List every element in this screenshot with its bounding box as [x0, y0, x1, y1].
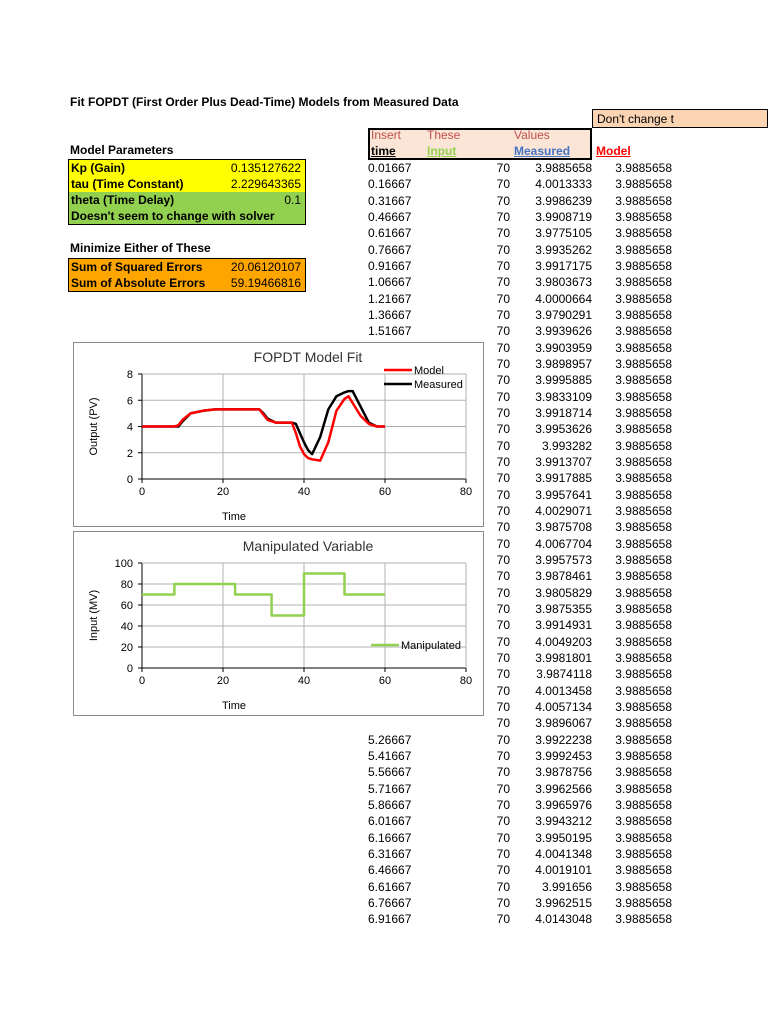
- model-cell[interactable]: 3.9885658: [615, 830, 672, 845]
- model-cell[interactable]: 3.9885658: [615, 814, 672, 829]
- model-cell[interactable]: 3.9885658: [615, 242, 672, 257]
- header-time: time: [371, 144, 396, 158]
- measured-cell[interactable]: 3.9962515: [535, 895, 592, 910]
- measured-cell[interactable]: 4.0067704: [535, 536, 592, 551]
- measured-cell[interactable]: 3.9922238: [535, 732, 592, 747]
- table-row: [368, 307, 672, 323]
- measured-cell[interactable]: 4.0049203: [535, 634, 592, 649]
- table-row: [368, 258, 672, 274]
- header-insert: Insert: [371, 128, 402, 142]
- table-row: [368, 780, 672, 796]
- minimize-heading: Minimize Either of These: [70, 241, 211, 255]
- theta-row[interactable]: [69, 192, 305, 208]
- measured-cell[interactable]: 3.9833109: [535, 389, 592, 404]
- measured-cell[interactable]: 3.9935262: [535, 242, 592, 257]
- input-cell[interactable]: 70: [496, 504, 510, 519]
- input-cell[interactable]: 70: [496, 651, 510, 665]
- model-cell[interactable]: 3.9885658: [615, 324, 672, 339]
- model-cell[interactable]: 3.9885658: [615, 716, 672, 731]
- input-cell[interactable]: 70: [496, 536, 510, 551]
- model-cell[interactable]: 3.9885658: [615, 438, 672, 453]
- input-cell[interactable]: 70: [496, 389, 510, 404]
- time-cell[interactable]: 6.76667: [368, 895, 412, 910]
- measured-cell[interactable]: 3.9878756: [535, 765, 592, 780]
- sse-label: Sum of Squared Errors: [71, 260, 203, 274]
- model-cell[interactable]: 3.9885658: [615, 846, 672, 861]
- header-measured: Measured: [514, 144, 571, 158]
- mv-chart: [73, 531, 484, 716]
- measured-cell[interactable]: 3.9917885: [535, 471, 592, 486]
- y-tick-label: 20: [120, 642, 133, 654]
- measured-cell[interactable]: 3.9903959: [535, 340, 592, 355]
- measured-cell[interactable]: 3.9939626: [535, 324, 592, 339]
- x-tick-label: 0: [138, 486, 146, 498]
- x-tick-label: 0: [138, 675, 146, 687]
- model-cell[interactable]: 3.9885658: [615, 422, 672, 437]
- measured-cell[interactable]: 4.0019101: [535, 863, 592, 878]
- kp-row[interactable]: [69, 160, 305, 176]
- input-cell[interactable]: 70: [496, 275, 510, 290]
- model-cell[interactable]: 3.9885658: [615, 226, 672, 241]
- model-params-box: [68, 159, 306, 225]
- y-tick-label: 40: [120, 621, 133, 633]
- input-cell[interactable]: 70: [496, 193, 510, 208]
- measured-cell[interactable]: 4.0057134: [535, 699, 592, 714]
- input-cell[interactable]: 70: [496, 748, 510, 763]
- measured-cell[interactable]: 3.9957573: [535, 553, 592, 568]
- pv-chart: [73, 342, 484, 527]
- time-cell[interactable]: 0.01667: [368, 161, 412, 176]
- series-line-model: [142, 396, 385, 460]
- x-tick-label: 20: [216, 486, 230, 498]
- input-cell[interactable]: 70: [496, 830, 510, 845]
- chart-title: FOPDT Model Fit: [253, 349, 363, 365]
- measured-cell[interactable]: 3.9913707: [535, 455, 592, 470]
- model-cell[interactable]: 3.9885658: [615, 520, 672, 535]
- measured-cell[interactable]: 3.9986239: [535, 193, 592, 208]
- time-cell[interactable]: 5.71667: [368, 781, 412, 796]
- input-cell[interactable]: 70: [496, 357, 510, 372]
- header-input: Input: [427, 144, 457, 158]
- input-cell[interactable]: 70: [496, 471, 510, 486]
- y-axis-label: Input (MV): [88, 589, 100, 642]
- table-row: [368, 193, 672, 209]
- model-cell[interactable]: 3.9885658: [615, 406, 672, 421]
- model-cell[interactable]: 3.9885658: [615, 389, 672, 404]
- input-cell[interactable]: 70: [496, 242, 510, 257]
- y-tick-label: 0: [126, 663, 133, 675]
- input-cell[interactable]: 70: [496, 455, 510, 470]
- input-cell[interactable]: 70: [496, 879, 510, 894]
- table-row: [368, 274, 672, 290]
- model-cell[interactable]: 3.9885658: [615, 553, 672, 568]
- measured-cell[interactable]: 3.9775105: [535, 226, 592, 241]
- measured-cell[interactable]: 3.9898957: [535, 357, 592, 372]
- model-cell[interactable]: 3.9885658: [615, 455, 672, 470]
- x-tick-label: 20: [216, 675, 230, 687]
- theta-label: theta (Time Delay): [71, 193, 175, 207]
- input-cell[interactable]: 70: [496, 422, 510, 437]
- input-cell[interactable]: 70: [496, 373, 510, 388]
- table-row: [368, 764, 672, 780]
- input-cell[interactable]: 70: [496, 553, 510, 568]
- measured-cell[interactable]: 3.9992453: [535, 748, 592, 763]
- measured-cell[interactable]: 3.9878461: [535, 569, 592, 584]
- measured-cell[interactable]: 3.9995885: [535, 373, 592, 388]
- model-cell[interactable]: 3.9885658: [615, 308, 672, 323]
- input-cell[interactable]: 70: [496, 683, 510, 698]
- y-tick-label: 8: [126, 369, 133, 381]
- time-cell[interactable]: 5.26667: [368, 732, 412, 747]
- sae-row[interactable]: [69, 275, 305, 291]
- model-cell[interactable]: 3.9885658: [615, 471, 672, 486]
- time-cell[interactable]: 1.06667: [368, 275, 412, 290]
- model-cell[interactable]: 3.9885658: [615, 781, 672, 796]
- tau-row[interactable]: [69, 176, 305, 192]
- input-cell[interactable]: 70: [496, 259, 510, 274]
- measured-cell[interactable]: 3.9803673: [535, 275, 592, 290]
- kp-label: Kp (Gain): [71, 161, 125, 175]
- measured-cell[interactable]: 3.9874118: [536, 667, 592, 682]
- time-cell[interactable]: 6.16667: [368, 830, 412, 845]
- table-row: [368, 225, 672, 241]
- time-cell[interactable]: 1.36667: [368, 308, 412, 323]
- input-cell[interactable]: 70: [496, 667, 510, 682]
- measured-cell[interactable]: 3.9914931: [535, 618, 592, 633]
- y-tick-label: 80: [120, 579, 133, 591]
- sae-label: Sum of Absolute Errors: [71, 276, 206, 290]
- model-cell[interactable]: 3.9885658: [615, 536, 672, 551]
- input-cell[interactable]: 70: [496, 177, 510, 192]
- time-cell[interactable]: [368, 715, 438, 731]
- dont-change-note: Don't change t: [592, 109, 768, 128]
- mv-chart-svg: [74, 532, 483, 715]
- header-model: Model: [596, 144, 631, 158]
- x-axis-label: Time: [221, 511, 247, 523]
- input-cell[interactable]: 70: [496, 863, 510, 878]
- legend-label-model: Model: [414, 365, 444, 377]
- model-cell[interactable]: 3.9885658: [615, 177, 672, 192]
- input-cell[interactable]: 70: [496, 618, 510, 633]
- input-cell[interactable]: 70: [496, 602, 510, 617]
- table-row: [368, 748, 672, 764]
- measured-cell[interactable]: 3.9981801: [535, 651, 592, 665]
- series-line-manipulated: [142, 574, 385, 616]
- table-row: [368, 911, 672, 927]
- time-cell[interactable]: 0.76667: [368, 242, 412, 257]
- input-cell[interactable]: 70: [496, 699, 510, 714]
- model-cell[interactable]: 3.9885658: [615, 797, 672, 812]
- table-row: [368, 176, 672, 192]
- input-cell[interactable]: 70: [496, 846, 510, 861]
- input-cell[interactable]: 70: [496, 210, 510, 225]
- measured-cell[interactable]: 3.9805829: [535, 585, 592, 600]
- x-tick-label: 40: [297, 486, 311, 498]
- table-row: [368, 797, 672, 813]
- tau-label: tau (Time Constant): [71, 177, 184, 191]
- legend-label-manipulated: Manipulated: [401, 640, 461, 652]
- model-cell[interactable]: 3.9885658: [615, 683, 672, 698]
- model-cell[interactable]: 3.9885658: [615, 487, 672, 502]
- y-tick-label: 4: [126, 421, 133, 434]
- model-cell[interactable]: 3.9885658: [615, 748, 672, 763]
- model-cell[interactable]: 3.9885658: [615, 634, 672, 649]
- model-cell[interactable]: 3.9885658: [615, 618, 672, 633]
- input-cell[interactable]: 70: [496, 585, 510, 600]
- theta-value[interactable]: 0.1: [284, 193, 301, 207]
- y-tick-label: 60: [120, 600, 133, 612]
- measured-cell[interactable]: 3.9918714: [535, 406, 592, 421]
- input-cell[interactable]: 70: [496, 781, 510, 796]
- measured-cell[interactable]: 4.0029071: [535, 504, 592, 519]
- x-tick-label: 80: [459, 675, 473, 687]
- header-values: Values: [514, 128, 550, 142]
- input-cell[interactable]: 70: [496, 438, 510, 453]
- measured-cell[interactable]: 4.0041348: [535, 846, 592, 861]
- measured-cell[interactable]: 3.9875708: [535, 520, 592, 535]
- input-cell[interactable]: 70: [496, 308, 510, 323]
- model-cell[interactable]: 3.9885658: [615, 765, 672, 780]
- measured-cell[interactable]: 3.9957641: [535, 487, 592, 502]
- measured-cell[interactable]: 4.0013333: [535, 177, 592, 192]
- table-row: [368, 895, 672, 911]
- chart-title: Manipulated Variable: [242, 538, 374, 554]
- table-row: [368, 829, 672, 845]
- input-cell[interactable]: 70: [496, 797, 510, 812]
- x-tick-label: 80: [459, 486, 473, 498]
- measured-cell[interactable]: 3.9962566: [535, 781, 592, 796]
- input-cell[interactable]: 70: [496, 406, 510, 421]
- time-cell[interactable]: 5.56667: [368, 765, 412, 780]
- minimize-box: [68, 258, 306, 292]
- model-params-heading: Model Parameters: [70, 143, 174, 157]
- time-cell[interactable]: 0.91667: [368, 259, 412, 274]
- input-cell[interactable]: 70: [496, 340, 510, 355]
- kp-value[interactable]: 0.135127622: [230, 161, 301, 175]
- measured-cell[interactable]: 3.9908719: [535, 210, 592, 225]
- model-cell[interactable]: 3.9885658: [615, 863, 672, 878]
- table-row: [368, 715, 672, 731]
- measured-cell[interactable]: 4.0143048: [535, 912, 592, 927]
- time-cell[interactable]: 0.31667: [368, 193, 412, 208]
- input-cell[interactable]: 70: [496, 569, 510, 584]
- time-cell[interactable]: 5.86667: [368, 797, 412, 812]
- y-axis-label: Output (PV): [88, 397, 100, 456]
- x-tick-label: 60: [378, 486, 392, 498]
- x-tick-label: 60: [378, 675, 392, 687]
- time-cell[interactable]: 6.01667: [368, 814, 412, 829]
- pv-chart-svg: [74, 343, 483, 526]
- table-row: [368, 323, 672, 339]
- input-cell[interactable]: 70: [496, 487, 510, 502]
- time-cell[interactable]: 0.16667: [368, 177, 412, 192]
- input-cell[interactable]: 70: [496, 161, 510, 176]
- time-cell[interactable]: 1.51667: [368, 324, 412, 339]
- y-tick-label: 6: [126, 395, 133, 408]
- input-cell[interactable]: 70: [496, 324, 510, 339]
- theta-note: Doesn't seem to change with solver: [71, 209, 275, 223]
- sse-value[interactable]: 20.06120107: [230, 260, 301, 274]
- model-cell[interactable]: 3.9885658: [615, 161, 672, 176]
- time-cell[interactable]: 0.61667: [368, 226, 412, 241]
- x-tick-label: 40: [297, 675, 311, 687]
- table-row: [368, 862, 672, 878]
- header-these: These: [427, 128, 461, 142]
- table-row: [368, 878, 672, 894]
- model-cell[interactable]: 3.9885658: [615, 602, 672, 617]
- table-row: [368, 242, 672, 258]
- time-cell[interactable]: 6.31667: [368, 846, 412, 861]
- measured-cell[interactable]: 4.0000664: [535, 291, 592, 306]
- time-cell[interactable]: 0.46667: [368, 210, 412, 225]
- model-cell[interactable]: 3.9885658: [615, 504, 672, 519]
- legend-label-measured: Measured: [414, 379, 463, 391]
- table-row: [368, 813, 672, 829]
- input-cell[interactable]: 70: [496, 814, 510, 829]
- measured-cell[interactable]: 3.9965976: [535, 797, 592, 812]
- model-cell[interactable]: 3.9885658: [615, 651, 672, 665]
- model-cell[interactable]: 3.9885658: [615, 585, 672, 600]
- model-cell[interactable]: 3.9885658: [615, 667, 672, 682]
- input-cell[interactable]: 70: [496, 716, 510, 731]
- input-cell[interactable]: 70: [496, 226, 510, 241]
- measured-cell[interactable]: 3.9885658: [535, 161, 592, 176]
- model-cell[interactable]: 3.9885658: [615, 699, 672, 714]
- sse-row[interactable]: [69, 259, 305, 275]
- model-cell[interactable]: 3.9885658: [615, 275, 672, 290]
- measured-cell[interactable]: 3.9896067: [535, 716, 592, 731]
- measured-cell[interactable]: 4.0013458: [535, 683, 592, 698]
- table-row: [368, 731, 672, 747]
- y-tick-label: 2: [126, 447, 133, 460]
- model-cell[interactable]: 3.9885658: [615, 340, 672, 355]
- input-cell[interactable]: 70: [496, 765, 510, 780]
- measured-cell[interactable]: 3.9950195: [535, 830, 592, 845]
- input-cell[interactable]: 70: [496, 732, 510, 747]
- input-cell[interactable]: 70: [496, 520, 510, 535]
- table-row: [368, 291, 672, 307]
- tau-value[interactable]: 2.229643365: [230, 177, 301, 191]
- model-cell[interactable]: 3.9885658: [615, 193, 672, 208]
- measured-cell[interactable]: 3.993282: [541, 438, 592, 453]
- model-cell[interactable]: 3.9885658: [615, 373, 672, 388]
- y-tick-label: 0: [126, 474, 133, 486]
- input-cell[interactable]: 70: [496, 895, 510, 910]
- theta-note-row: [69, 208, 305, 224]
- page-title: Fit FOPDT (First Order Plus Dead-Time) Models from Measured Data: [70, 95, 459, 109]
- model-cell[interactable]: 3.9885658: [615, 291, 672, 306]
- model-cell[interactable]: 3.9885658: [615, 357, 672, 372]
- y-tick-label: 100: [114, 558, 133, 570]
- table-row: [368, 160, 672, 176]
- model-cell[interactable]: 3.9885658: [615, 912, 672, 927]
- model-cell[interactable]: 3.9885658: [615, 895, 672, 910]
- measured-cell[interactable]: 3.9917175: [535, 259, 592, 274]
- model-cell[interactable]: 3.9885658: [615, 569, 672, 584]
- measured-cell[interactable]: 3.991656: [541, 879, 592, 894]
- measured-cell[interactable]: 3.9875355: [535, 602, 592, 617]
- time-cell[interactable]: 1.21667: [368, 291, 412, 306]
- sae-value[interactable]: 59.19466816: [230, 276, 301, 290]
- input-cell[interactable]: 70: [496, 912, 510, 927]
- measured-cell[interactable]: 3.9943212: [535, 814, 592, 829]
- measured-cell[interactable]: 3.9953626: [535, 422, 592, 437]
- input-cell[interactable]: 70: [496, 634, 510, 649]
- model-cell[interactable]: 3.9885658: [615, 879, 672, 894]
- table-row: [368, 846, 672, 862]
- model-cell[interactable]: 3.9885658: [615, 210, 672, 225]
- time-cell[interactable]: 6.46667: [368, 863, 412, 878]
- model-cell[interactable]: 3.9885658: [615, 259, 672, 274]
- time-cell[interactable]: 5.41667: [368, 748, 412, 763]
- model-cell[interactable]: 3.9885658: [615, 732, 672, 747]
- time-cell[interactable]: 6.91667: [368, 912, 412, 927]
- measured-cell[interactable]: 3.9790291: [535, 308, 592, 323]
- time-cell[interactable]: 6.61667: [368, 879, 412, 894]
- input-cell[interactable]: 70: [496, 291, 510, 306]
- table-row: [368, 209, 672, 225]
- x-axis-label: Time: [221, 700, 247, 712]
